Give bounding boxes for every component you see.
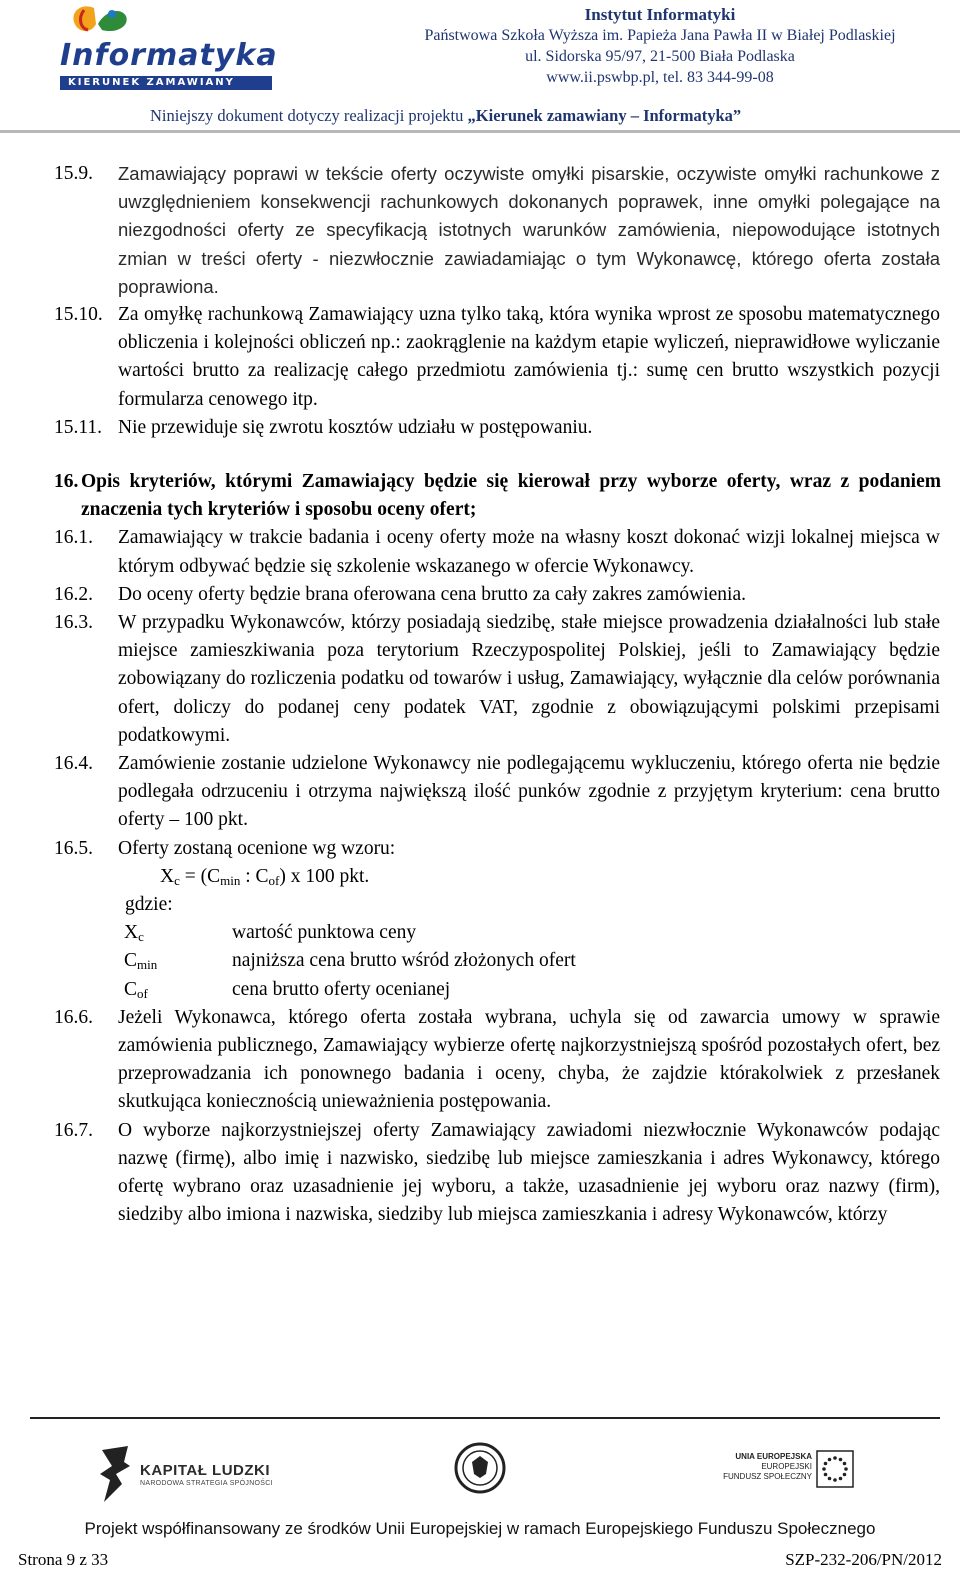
eu-flag-icon — [816, 1450, 854, 1488]
section-title: Opis kryteriów, którymi Zamawiający będzie się kierował przy wyborze oferty, wraz z podaniem znaczenia tych kryteriów i sposobu oceny ofert; — [81, 471, 941, 521]
national-seal-icon — [454, 1442, 506, 1494]
paragraph-text: Zamawiający w trakcie badania i oceny oferty może na własny koszt dokonać wizji lokalnej miejsca w którym odbywać będzie się szkolenie wskazanego w ofercie Wykonawcy. — [118, 527, 940, 577]
paragraph-number: 16.4. — [54, 753, 93, 775]
paragraph-16-2 — [0, 581, 960, 609]
eu-text — [702, 1452, 812, 1482]
paragraph-text: Zamówienie zostanie udzielone Wykonawcy nie podlegającemu wykluczeniu, którego oferta nie będzie podlegała odrzuceniu i otrzyma największą ilość punków zgodnie z przyjętym kryterium: cena brutto oferty – 100 pkt. — [118, 753, 940, 831]
institute-name: Instytut Informatyki — [584, 5, 736, 24]
header-rule — [0, 130, 960, 133]
paragraph-text: Jeżeli Wykonawca, którego oferta została wybrana, uchyla się od zawarcia umowy w sprawie zamówienia publicznego, Zamawiający wybierze ofertę najkorzystniejszą spośród pozostałych ofert, bez przeprowadzania ich ponownego badania i oceny, chyba, że zajdzie którakolwiek z przesłanek skutkująca koniecznością unieważnienia postępowania. — [118, 1006, 940, 1113]
formula-of-sub: of — [268, 872, 280, 888]
school-contact: www.ii.pswbp.pl, tel. 83 344-99-08 — [546, 69, 774, 86]
scoring-formula — [160, 863, 960, 891]
paragraph-16-6 — [0, 1004, 960, 1117]
formula-variable — [0, 947, 960, 975]
paragraph-text: Za omyłkę rachunkową Zamawiający uzna tylko taką, która wynika wprost ze sposobu matematycznego obliczenia i kolejności obliczeń np.: zaokrąglenie na każdym etapie wyliczeń, nieprawidłowe wyliczanie wartości brutto za realizację całego przedmiotu zamówienia tj.: sumę cen brutto wszystkich pozycji formularza cenowego itp. — [118, 304, 940, 410]
paragraph-16-1 — [0, 524, 960, 580]
eu-line-1: UNIA EUROPEJSKA — [735, 1452, 812, 1461]
variable-definition: najniższa cena brutto wśród złożonych ofert — [232, 950, 576, 972]
document-id: SZP-232-206/PN/2012 — [785, 1550, 942, 1569]
paragraph-number: 15.10. — [54, 304, 103, 326]
paragraph-number: 16.7. — [54, 1119, 93, 1141]
kapital-ludzki-icon — [98, 1444, 134, 1504]
formula-eq: = (C — [179, 865, 221, 887]
variable-definition: cena brutto oferty ocenianej — [232, 978, 451, 1000]
informatyka-logo — [54, 4, 278, 94]
institution-block — [360, 4, 960, 88]
page-header — [0, 0, 960, 134]
paragraph-number: 15.9. — [54, 163, 93, 184]
variable-symbol: $X_c$ — [124, 922, 144, 945]
paragraph-number: 16.2. — [54, 583, 93, 605]
paragraph-15-11 — [0, 414, 960, 442]
formula-variable — [0, 919, 960, 947]
variable-symbol: $C_{of}$ — [124, 978, 148, 1001]
paragraph-number: 16.1. — [54, 527, 93, 549]
paragraph-15-10 — [0, 301, 960, 414]
document-body — [0, 160, 960, 1229]
paragraph-text: Zamawiający poprawi w tekście oferty oczywiste omyłki pisarskie, oczywiste omyłki rachunkowe z uwzględnieniem konsekwencji rachunkowych dokonanych poprawek, inne omyłki polegające na niezgodności oferty ze specyfikacją istotnych warunków zamówienia, niepowodujące istotnych zmian w treści oferty - niezwłocznie zawiadamiając o tym Wykonawcę, którego oferta została poprawiona. — [118, 163, 940, 297]
paragraph-16-4 — [0, 750, 960, 835]
formula-tail: ) x 100 pkt. — [279, 865, 370, 887]
eu-efs-logo — [702, 1446, 852, 1496]
formula-x-sub: c — [174, 872, 180, 888]
section-gap — [0, 442, 960, 468]
paragraph-number: 16.6. — [54, 1006, 93, 1028]
kl-title: KAPITAŁ LUDZKI — [140, 1462, 271, 1479]
paragraph-text: Nie przewiduje się zwrotu kosztów udziału w postępowaniu. — [118, 416, 593, 438]
cofinancing-note: Projekt współfinansowany ze środków Unii Europejskiej w ramach Europejskiego Funduszu Społecznego — [84, 1519, 876, 1538]
eu-line-2: EUROPEJSKI — [761, 1462, 812, 1471]
formula-variable — [0, 976, 960, 1004]
kapital-ludzki-logo — [98, 1444, 278, 1504]
footer-rule — [30, 1417, 940, 1419]
formula-min-sub: min — [220, 872, 241, 888]
paragraph-16-5 — [0, 835, 960, 863]
formula-x: X — [160, 865, 175, 887]
paragraph-16-3 — [0, 609, 960, 750]
paragraph-text: Do oceny oferty będzie brana oferowana cena brutto za cały zakres zamówienia. — [118, 583, 747, 605]
kl-subtitle: NARODOWA STRATEGIA SPÓJNOŚCI — [140, 1480, 273, 1487]
paragraph-16-7 — [0, 1117, 960, 1230]
formula-colon: : C — [240, 865, 269, 887]
logo-wordmark: Informatyka — [60, 38, 278, 73]
paragraph-text: O wyborze najkorzystniejszej oferty Zamawiający zawiadomi niezwłocznie Wykonawców podając nazwę (firmę), albo imię i nazwisko, siedzibę lub miejsce zamieszkania i adres Wykonawcy, którego ofertę wybrano oraz uzasadnienie jej wyboru, a także, uzasadnienie jej wyboru oraz nazwy (firm), siedziby albo imiona i nazwiska, siedziby lub miejsca zamieszkania i adresy Wykonawców, którzy — [118, 1119, 940, 1226]
paragraph-text: W przypadku Wykonawców, którzy posiadają siedzibę, stałe miejsce prowadzenia działalności lub stałe miejsce zamieszkiwania poza terytorium Rzeczypospolitej Polskiej, jeśli to Zamawiający będzie zobowiązany do rozliczenia podatku od towarów i usług, Zamawiający, wyłącznie dla celów porównania ofert, doliczy do podanej ceny podatek VAT, zgodnie z obowiązującymi polskimi przepisami podatkowymi. — [118, 612, 940, 746]
variable-definition: wartość punktowa ceny — [232, 922, 417, 944]
paragraph-number: 15.11. — [54, 416, 103, 438]
page-number: Strona 9 z 33 — [18, 1550, 109, 1569]
paragraph-number: 16.5. — [54, 837, 93, 859]
project-prefix: Niniejszy dokument dotyczy realizacji projektu — [150, 106, 468, 125]
school-name: Państwowa Szkoła Wyższa im. Papieża Jana Pawła II w Białej Podlaskiej — [424, 27, 896, 44]
formula-where-label: gdzie: — [125, 894, 173, 916]
section-number: 16. — [54, 471, 79, 493]
paragraph-15-9 — [0, 160, 960, 301]
variable-symbol: $C_{min}$ — [124, 950, 158, 973]
project-name: „Kierunek zamawiany – Informatyka” — [467, 106, 742, 125]
project-line — [150, 106, 741, 126]
section-16-heading — [0, 468, 960, 524]
paragraph-number: 16.3. — [54, 612, 93, 634]
eu-line-3: FUNDUSZ SPOŁECZNY — [723, 1472, 812, 1481]
logo-subtitle: KIERUNEK ZAMAWIANY — [68, 77, 235, 88]
school-address: ul. Sidorska 95/97, 21-500 Biała Podlaska — [525, 48, 795, 65]
paragraph-text: Oferty zostaną ocenione wg wzoru: — [118, 837, 396, 859]
